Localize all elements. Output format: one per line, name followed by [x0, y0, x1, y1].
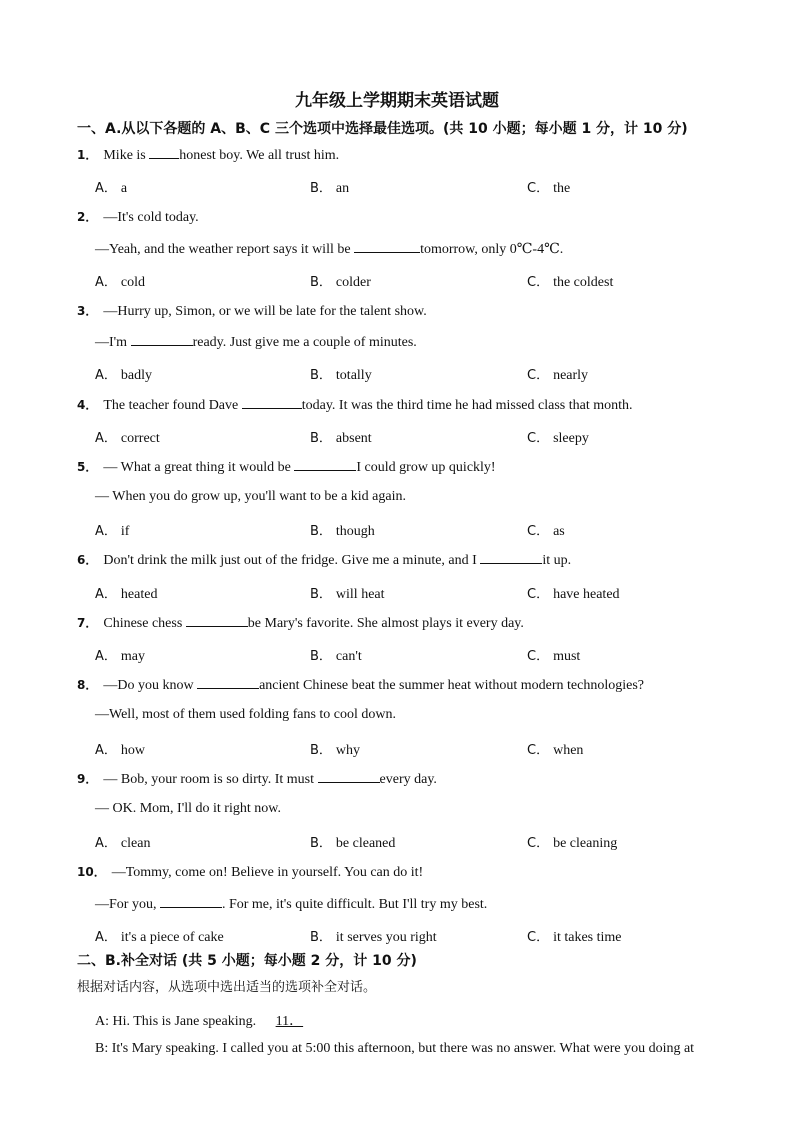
question-2-line-1 [77, 208, 199, 226]
option-letter: B． [310, 275, 332, 290]
question-6-option-a[interactable] [95, 583, 157, 603]
question-4-option-b[interactable] [310, 427, 372, 447]
option-letter: A． [95, 368, 117, 383]
option-text: be cleaning [553, 836, 618, 851]
question-text: —Tommy, come on! Believe in yourself. You can do it! [111, 865, 424, 880]
question-7-option-a[interactable] [95, 645, 145, 665]
question-text: — What a great thing it would be [103, 460, 295, 475]
question-5-option-b[interactable] [310, 520, 375, 540]
option-letter: A． [95, 181, 117, 196]
option-text: if [120, 524, 130, 539]
question-text: be Mary's favorite. She almost plays it every day. [247, 616, 524, 631]
question-2-option-b[interactable] [310, 271, 371, 291]
question-9-option-b[interactable] [310, 832, 395, 852]
option-text: absent [335, 431, 372, 446]
question-3-line-2 [95, 333, 417, 351]
option-text: an [335, 181, 350, 196]
answer-blank[interactable] [318, 770, 380, 783]
question-text: —Well, most of them used folding fans to cool down. [95, 707, 396, 722]
option-text: cold [120, 275, 146, 290]
question-3-line-1 [77, 302, 427, 320]
section2-instruction: 根据对话内容，从选项中选出适当的选项补全对话。 [77, 980, 377, 995]
option-text: it's a piece of cake [120, 930, 224, 945]
answer-blank[interactable] [294, 458, 356, 471]
option-letter: B． [310, 431, 332, 446]
option-letter: C． [527, 368, 550, 383]
option-text: will heat [335, 587, 385, 602]
question-number: 7． [77, 616, 98, 630]
question-1-option-c[interactable] [527, 177, 570, 197]
option-text: a [120, 181, 128, 196]
option-text: totally [335, 368, 372, 383]
option-letter: B． [310, 930, 332, 945]
question-8-option-a[interactable] [95, 739, 145, 759]
option-text: though [335, 524, 375, 539]
option-text: it takes time [553, 930, 622, 945]
question-1-option-a[interactable] [95, 177, 127, 197]
question-number: 10． [77, 865, 106, 879]
question-4-option-c[interactable] [527, 427, 589, 447]
question-3-option-a[interactable] [95, 364, 152, 384]
question-text: ancient Chinese beat the summer heat without modern technologies? [259, 678, 644, 693]
option-text: as [553, 524, 565, 539]
answer-blank[interactable] [131, 333, 193, 346]
question-number: 6． [77, 553, 98, 567]
option-text: colder [335, 275, 371, 290]
option-letter: B． [310, 524, 332, 539]
option-letter: B． [310, 368, 332, 383]
question-9-option-c[interactable] [527, 832, 617, 852]
option-letter: C． [527, 524, 550, 539]
option-letter: C． [527, 649, 550, 664]
question-text: Mike is [103, 148, 150, 163]
answer-blank[interactable] [354, 240, 420, 253]
question-text: Don't drink the milk just out of the fridge. Give me a minute, and I [103, 553, 481, 568]
question-text: honest boy. We all trust him. [179, 148, 340, 163]
question-number: 2． [77, 210, 98, 224]
option-letter: C． [527, 431, 550, 446]
question-text: —Do you know [103, 678, 198, 693]
question-text: The teacher found Dave [103, 398, 242, 413]
exam-title: 九年级上学期期末英语试题 [295, 91, 499, 111]
question-2-line-2 [95, 240, 563, 258]
question-number: 9． [77, 772, 98, 786]
answer-blank[interactable] [242, 396, 302, 409]
question-text: today. It was the third time he had missed class that month. [301, 398, 633, 413]
question-number: 4． [77, 398, 98, 412]
option-text: have heated [553, 587, 620, 602]
question-10-option-c[interactable] [527, 926, 622, 946]
question-text: —Hurry up, Simon, or we will be late for the talent show. [103, 304, 427, 319]
question-text: — OK. Mom, I'll do it right now. [95, 801, 281, 816]
question-1-option-b[interactable] [310, 177, 349, 197]
question-2-option-c[interactable] [527, 271, 613, 291]
option-letter: B． [310, 836, 332, 851]
question-number: 3． [77, 304, 98, 318]
question-text: I could grow up quickly! [356, 460, 496, 475]
option-letter: B． [310, 743, 332, 758]
question-text: . For me, it's quite difficult. But I'll try my best. [221, 897, 488, 912]
question-4-option-a[interactable] [95, 427, 160, 447]
option-letter: C． [527, 181, 550, 196]
question-9-line-1 [77, 770, 437, 788]
option-text: badly [120, 368, 153, 383]
option-text: it serves you right [335, 930, 437, 945]
question-number: 1． [77, 148, 98, 162]
question-5-option-a[interactable] [95, 520, 129, 540]
option-letter: C． [527, 836, 550, 851]
question-text: it up. [542, 553, 572, 568]
question-10-line-1 [77, 863, 423, 881]
question-text: Chinese chess [103, 616, 186, 631]
question-6-option-b[interactable] [310, 583, 385, 603]
option-letter: A． [95, 524, 117, 539]
question-8-line-1 [77, 676, 644, 694]
option-letter: B． [310, 649, 332, 664]
answer-blank[interactable] [197, 676, 259, 689]
question-text: —It's cold today. [103, 210, 199, 225]
question-7-option-b[interactable] [310, 645, 362, 665]
question-10-option-a[interactable] [95, 926, 224, 946]
option-letter: A． [95, 836, 117, 851]
question-text: every day. [379, 772, 437, 787]
answer-blank[interactable] [149, 146, 179, 159]
option-letter: C． [527, 587, 550, 602]
question-5-option-c[interactable] [527, 520, 565, 540]
answer-blank[interactable] [186, 614, 248, 627]
option-letter: A． [95, 649, 117, 664]
option-text: correct [120, 431, 160, 446]
option-text: heated [120, 587, 158, 602]
section1-heading: 一、A.从以下各题的 A、B、C 三个选项中选择最佳选项。(共 10 小题；每小题 1 分，计 10 分) [77, 121, 688, 137]
question-5-line-2 [95, 489, 406, 505]
option-letter: C． [527, 743, 550, 758]
question-number: 5． [77, 460, 98, 474]
question-8-line-2 [95, 707, 396, 723]
answer-blank[interactable] [160, 895, 222, 908]
option-text: when [553, 743, 584, 758]
question-5-line-1 [77, 458, 496, 476]
option-text: may [120, 649, 146, 664]
option-letter: A． [95, 930, 117, 945]
dialog-line-a [95, 1010, 371, 1030]
question-number: 8． [77, 678, 98, 692]
dialog-blank-11[interactable]: 11． [275, 1014, 304, 1029]
option-letter: A． [95, 431, 117, 446]
dialog-line-a-text: A: Hi. This is Jane speaking. [95, 1014, 260, 1029]
question-6-option-c[interactable] [527, 583, 620, 603]
option-letter: A． [95, 587, 117, 602]
option-text: the coldest [553, 275, 614, 290]
option-text: nearly [553, 368, 589, 383]
question-9-line-2 [95, 801, 281, 817]
option-text: sleepy [553, 431, 589, 446]
option-text: why [335, 743, 361, 758]
question-7-line-1 [77, 614, 524, 632]
question-1-line-1 [77, 146, 339, 164]
option-text: can't [335, 649, 362, 664]
option-text: how [120, 743, 146, 758]
option-letter: C． [527, 275, 550, 290]
question-text: —Yeah, and the weather report says it will be [95, 242, 355, 257]
question-text: —I'm [95, 335, 131, 350]
option-letter: B． [310, 181, 332, 196]
question-text: — Bob, your room is so dirty. It must [103, 772, 318, 787]
option-letter: B． [310, 587, 332, 602]
question-3-option-c[interactable] [527, 364, 588, 384]
question-9-option-a[interactable] [95, 832, 150, 852]
question-10-option-b[interactable] [310, 926, 437, 946]
question-2-option-a[interactable] [95, 271, 145, 291]
question-8-option-c[interactable] [527, 739, 583, 759]
question-text: ready. Just give me a couple of minutes. [192, 335, 417, 350]
question-10-line-2 [95, 895, 487, 913]
question-text: — When you do grow up, you'll want to be a kid again. [95, 489, 406, 504]
question-6-line-1 [77, 551, 571, 569]
option-text: must [553, 649, 581, 664]
dialog-line-b: B: It's Mary speaking. I called you at 5:00 this afternoon, but there was no answer. What were you doing at [95, 1041, 695, 1056]
question-8-option-b[interactable] [310, 739, 360, 759]
option-text: the [553, 181, 571, 196]
question-3-option-b[interactable] [310, 364, 372, 384]
question-4-line-1 [77, 396, 632, 414]
question-text: tomorrow, only 0℃-4℃. [420, 242, 564, 257]
option-letter: C． [527, 930, 550, 945]
answer-blank[interactable] [480, 551, 542, 564]
question-text: —For you, [95, 897, 160, 912]
option-text: be cleaned [335, 836, 396, 851]
question-7-option-c[interactable] [527, 645, 580, 665]
option-letter: A． [95, 743, 117, 758]
option-letter: A． [95, 275, 117, 290]
option-text: clean [120, 836, 151, 851]
section2-heading: 二、B.补全对话 (共 5 小题；每小题 2 分，计 10 分) [77, 953, 417, 969]
